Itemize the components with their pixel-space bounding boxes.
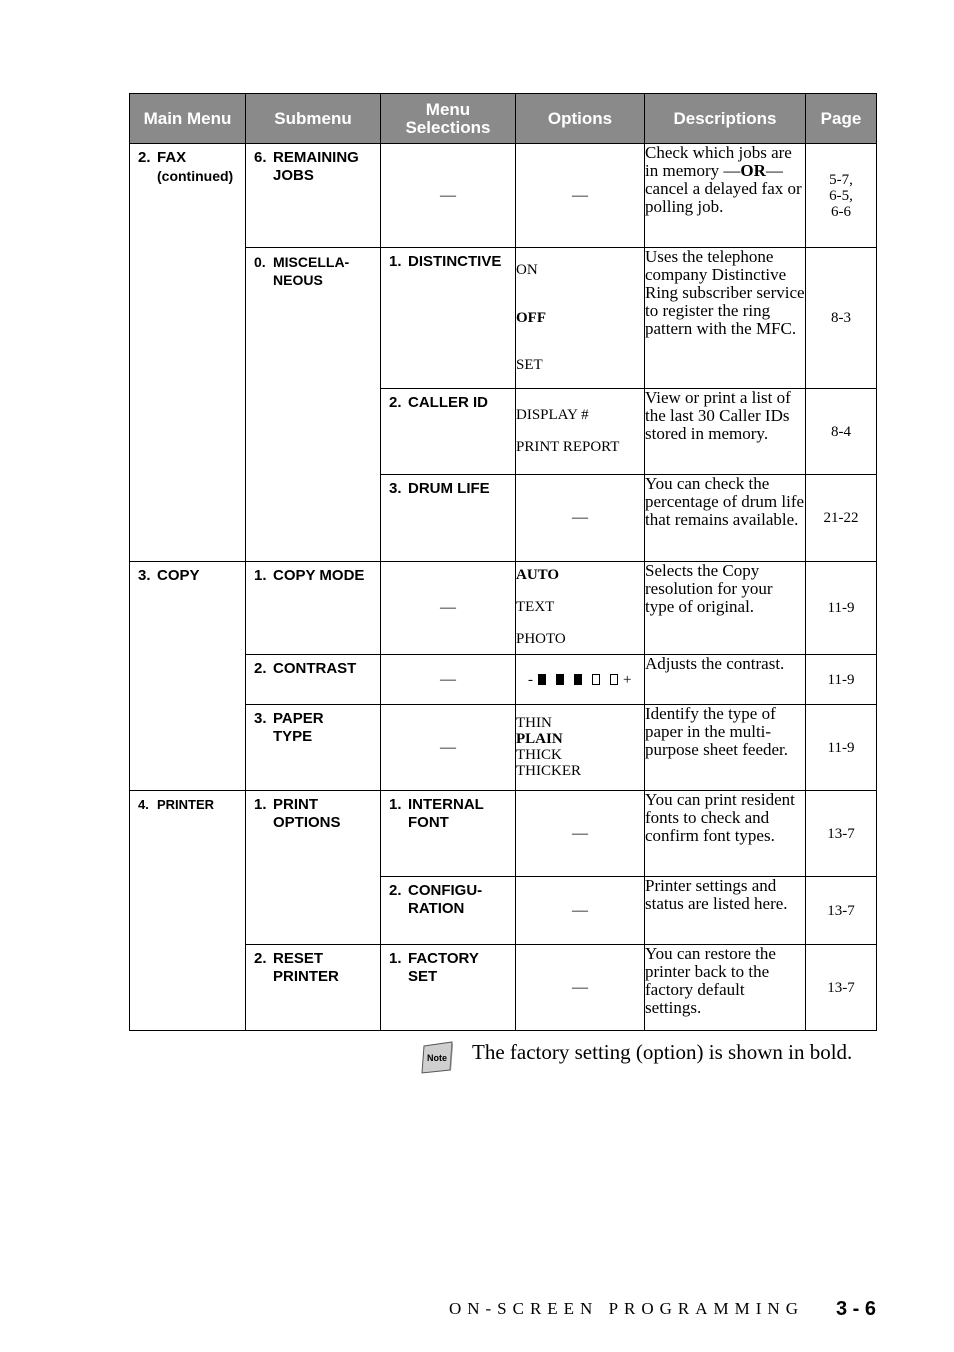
option-empty: — — [516, 945, 645, 1031]
submenu-contrast: 2. CONTRAST — [246, 655, 381, 705]
page-ref: 13-7 — [806, 945, 877, 1031]
selection-empty: — — [381, 562, 516, 655]
selection-drum-life: 3. DRUM LIFE — [381, 475, 516, 562]
col-main-menu: Main Menu — [130, 94, 246, 144]
page-ref: 11-9 — [806, 705, 877, 791]
contrast-scale: - + — [528, 671, 632, 688]
page-ref: 11-9 — [806, 655, 877, 705]
selection-empty: — — [381, 655, 516, 705]
table-row — [130, 791, 877, 877]
description: You can print resident fonts to check and confirm font types. — [645, 791, 806, 877]
submenu-copy-mode: 1. COPY MODE — [246, 562, 381, 655]
note-text: The factory setting (option) is shown in bold. — [472, 1040, 853, 1064]
submenu-print-options: 1. PRINT OPTIONS — [246, 791, 381, 945]
page-ref: 11-9 — [806, 562, 877, 655]
footer-section-title: ON-SCREEN PROGRAMMING — [448, 1299, 804, 1318]
table-header-row — [130, 94, 877, 144]
page-ref: 8-4 — [806, 389, 877, 475]
svg-text:Note: Note — [427, 1053, 447, 1063]
table-row — [130, 562, 877, 655]
option-empty: — — [516, 791, 645, 877]
options-caller-id: DISPLAY # PRINT REPORT — [516, 389, 645, 475]
note-icon — [420, 1040, 454, 1074]
options-distinctive: ON OFF SET — [516, 248, 645, 389]
submenu-paper-type: 3. PAPER TYPE — [246, 705, 381, 791]
option-empty: — — [516, 475, 645, 562]
page-ref: 8-3 — [806, 248, 877, 389]
page-ref: 13-7 — [806, 791, 877, 877]
option-empty: — — [516, 877, 645, 945]
description: Selects the Copy resolution for your type of original. — [645, 562, 806, 655]
selection-configuration: 2. CONFIGU- RATION — [381, 877, 516, 945]
options-paper-type: THIN PLAIN THICK THICKER — [516, 705, 645, 791]
contrast-step — [538, 674, 546, 685]
options-contrast — [516, 655, 645, 705]
contrast-step — [592, 674, 600, 685]
description: You can check the percentage of drum life that remains available. — [645, 475, 806, 562]
selection-caller-id: 2. CALLER ID — [381, 389, 516, 475]
description: Identify the type of paper in the multi-purpose sheet feeder. — [645, 705, 806, 791]
description: Uses the telephone company Distinctive Ring subscriber service to register the ring pattern with the MFC. — [645, 248, 806, 389]
description: Adjusts the contrast. — [645, 655, 806, 705]
selection-empty: — — [381, 144, 516, 248]
submenu-reset-printer: 2. RESET PRINTER — [246, 945, 381, 1031]
description: You can restore the printer back to the factory default settings. — [645, 945, 806, 1031]
options-copy-mode: AUTO TEXT PHOTO — [516, 562, 645, 655]
col-submenu: Submenu — [246, 94, 381, 144]
menu-table — [129, 93, 877, 1031]
selection-distinctive: 1. DISTINCTIVE — [381, 248, 516, 389]
col-options: Options — [516, 94, 645, 144]
description: View or print a list of the last 30 Caller IDs stored in memory. — [645, 389, 806, 475]
option-empty: — — [516, 144, 645, 248]
page-ref: 5-7, 6-5, 6-6 — [806, 144, 877, 248]
contrast-step — [610, 674, 618, 685]
main-menu-copy: 3. COPY — [130, 562, 246, 791]
col-page: Page — [806, 94, 877, 144]
main-menu-printer: 4. PRINTER — [130, 791, 246, 1031]
page-ref: 13-7 — [806, 877, 877, 945]
submenu-miscellaneous: 0. MISCELLA- NEOUS — [246, 248, 381, 562]
submenu-remaining-jobs: 6. REMAINING JOBS — [246, 144, 381, 248]
selection-factory-set: 1. FACTORY SET — [381, 945, 516, 1031]
note — [420, 1036, 876, 1076]
page-ref: 21-22 — [806, 475, 877, 562]
description: Check which jobs are in memory —OR—cancel a delayed fax or polling job. — [645, 144, 806, 248]
col-menu-selections: Menu Selections — [381, 94, 516, 144]
main-menu-fax: 2. FAX (continued) — [130, 144, 246, 562]
selection-empty: — — [381, 705, 516, 791]
description: Printer settings and status are listed here. — [645, 877, 806, 945]
col-descriptions: Descriptions — [645, 94, 806, 144]
contrast-step — [556, 674, 564, 685]
page-number: 3 - 6 — [835, 1298, 876, 1320]
selection-internal-font: 1. INTERNAL FONT — [381, 791, 516, 877]
contrast-step — [574, 674, 582, 685]
table-row — [130, 144, 877, 248]
